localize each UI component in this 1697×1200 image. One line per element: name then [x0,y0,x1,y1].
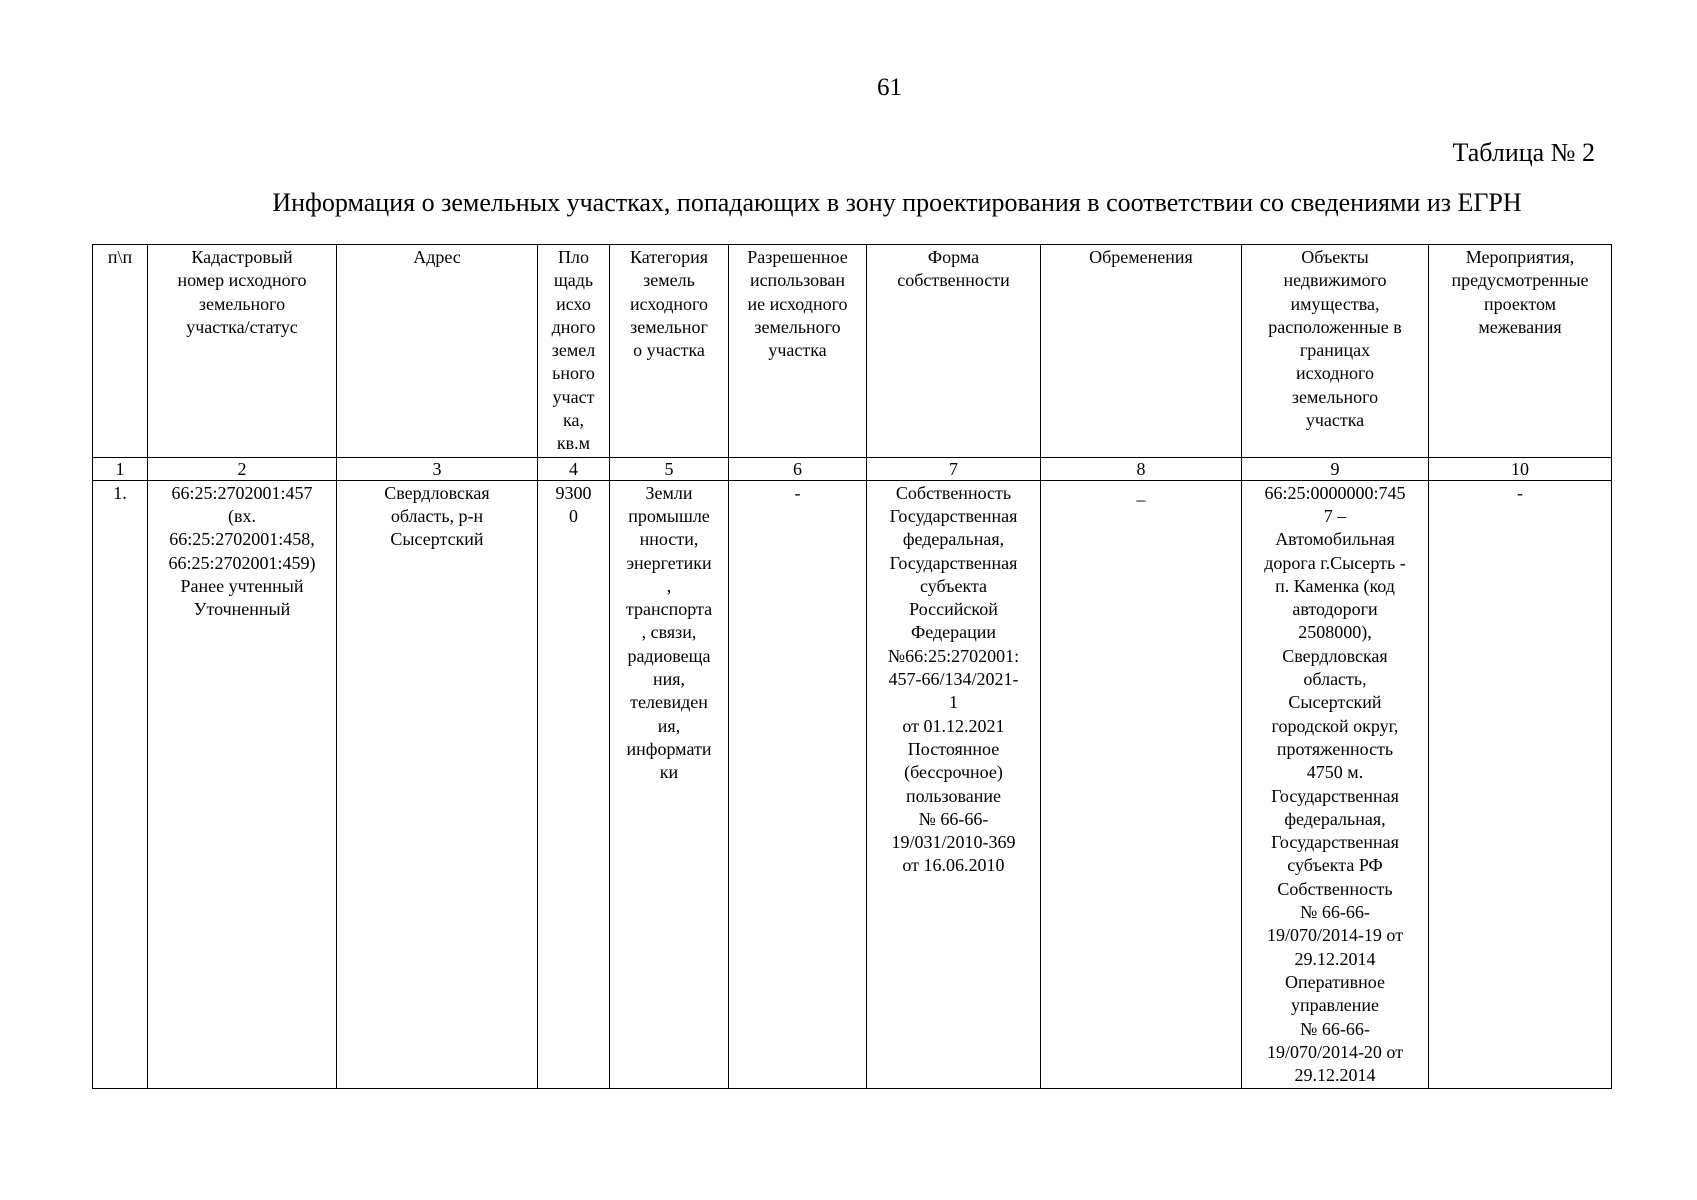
column-number-cell: 9 [1242,457,1429,480]
column-number-cell: 2 [148,457,337,480]
header-row [93,245,1612,458]
column-number-row [93,457,1612,480]
column-number-cell: 3 [337,457,538,480]
column-number-cell: 1 [93,457,148,480]
column-number-cell: 7 [867,457,1041,480]
header-cell-encumbrances: Обременения [1041,245,1242,458]
column-number-cell: 4 [538,457,610,480]
cell-measures: - [1429,480,1612,1089]
column-number-cell: 8 [1041,457,1242,480]
table-label: Таблица № 2 [1452,138,1595,167]
document-title: Информация о земельных участках, попадающих в зону проектирования в соответствии со сведениями из ЕГРН [272,188,1522,217]
table-row [93,480,1612,1089]
header-cell-address: Адрес [337,245,538,458]
cell-num: 1. [93,480,148,1089]
cell-area: 9300 0 [538,480,610,1089]
column-number-cell: 6 [729,457,867,480]
column-number-cell: 5 [610,457,729,480]
cell-objects: 66:25:0000000:745 7 – Автомобильная дорога г.Сысерть - п. Каменка (код автодороги 2508000), Свердловская область, Сысертский городской округ, протяженность 4750 м. Государственная федеральная, Государственная субъекта РФ Собственность № 66-66- 19/070/2014-19 от 29.12.2014 Оперативное управление № 66-66- 19/070/2014-20 от 29.12.2014 [1242,480,1429,1089]
land-plots-table [92,244,1612,1089]
cell-category: Земли промышле нности, энергетики , транспорта , связи, радиовеща ния, телевиден ия, информати ки [610,480,729,1089]
header-cell-category: Категория земель исходного земельног о участка [610,245,729,458]
header-cell-objects: Объекты недвижимого имущества, расположенные в границах исходного земельного участка [1242,245,1429,458]
header-cell-measures: Мероприятия, предусмотренные проектом межевания [1429,245,1612,458]
column-number-cell: 10 [1429,457,1612,480]
cell-cadastral: 66:25:2702001:457 (вх. 66:25:2702001:458, 66:25:2702001:459) Ранее учтенный Уточненный [148,480,337,1089]
page-number: 61 [877,74,902,101]
cell-permitted-use: - [729,480,867,1089]
header-cell-ownership: Форма собственности [867,245,1041,458]
header-cell-num: п\п [93,245,148,458]
header-cell-cadastral: Кадастровый номер исходного земельного участка/статус [148,245,337,458]
cell-encumbrances: _ [1041,480,1242,1089]
cell-ownership: Собственность Государственная федеральная, Государственная субъекта Российской Федерации №66:25:2702001: 457-66/134/2021- 1 от 01.12.2021 Постоянное (бессрочное) пользование № 66-66- 19/031/2010-369 от 16.06.2010 [867,480,1041,1089]
header-cell-permitted-use: Разрешенное использован ие исходного земельного участка [729,245,867,458]
header-cell-area: Пло щадь исхо дного земел ьного участ ка, кв.м [538,245,610,458]
cell-address: Свердловская область, р-н Сысертский [337,480,538,1089]
